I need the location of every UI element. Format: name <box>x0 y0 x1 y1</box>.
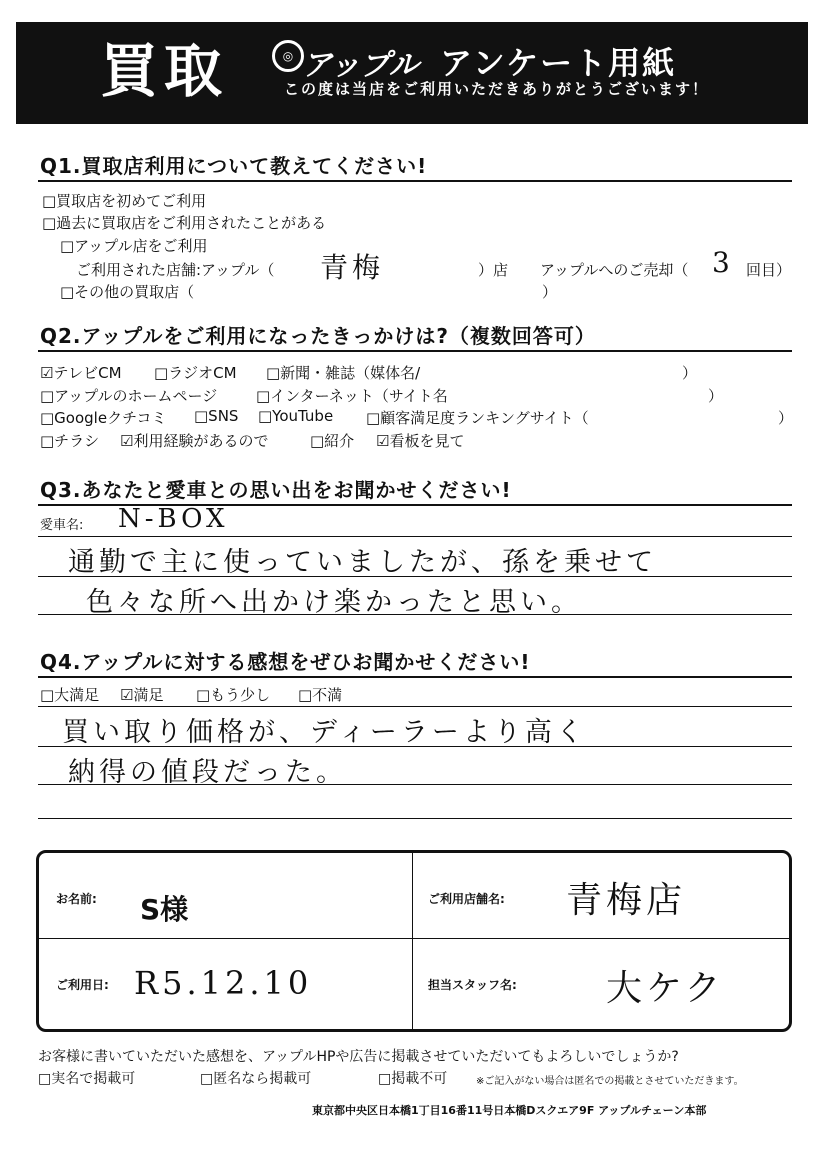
q2-option-tvcm[interactable] <box>40 362 122 383</box>
info-box-divider-horizontal <box>39 938 789 939</box>
checked-box-icon: ☑ <box>40 364 54 382</box>
q2-option-intro[interactable]: □紹介 <box>310 432 355 450</box>
publish-consent-question: お客様に書いていただいた感想を、アップルHPや広告に掲載させていただいてもよろしいでしょうか? <box>38 1049 679 1065</box>
q1-title: Q1.買取店利用について教えてください! <box>40 154 428 178</box>
info-staff-label: 担当スタッフ名: <box>428 978 517 992</box>
q2-option-homepage[interactable]: □アップルのホームページ <box>40 387 218 405</box>
q3-car-label: 愛車名: <box>40 518 84 533</box>
checked-box-icon: ☑ <box>120 686 134 704</box>
q2-experience-label: 利用経験があるので <box>133 432 269 450</box>
info-name-value: S様 <box>140 893 189 926</box>
q4-option-dissatisfied[interactable]: □不満 <box>298 686 343 704</box>
q1-rule <box>38 180 792 182</box>
q1-store-suffix: ）店 <box>478 261 509 279</box>
info-store-label: ご利用店舗名: <box>428 892 505 906</box>
header-survey-title: アンケート用紙 <box>440 44 677 82</box>
q2-title: Q2.アップルをご利用になったきっかけは?（複数回答可） <box>40 324 596 348</box>
q2-option-sns[interactable]: □SNS <box>194 407 239 425</box>
hq-address: 東京都中央区日本橋1丁目16番11号日本橋Dスクエア9F アップルチェーン本部 <box>312 1104 707 1117</box>
q4-satisfied-label: 満足 <box>133 686 164 704</box>
q4-line-4 <box>38 818 792 819</box>
q3-line-2 <box>38 576 792 577</box>
q2-option-flyer[interactable]: □チラシ <box>40 432 100 450</box>
q3-line-3 <box>38 614 792 615</box>
apple-logo-icon: ◎ <box>272 40 304 72</box>
q3-memory-line2: 色々な所へ出かけ楽かったと思い。 <box>86 587 582 618</box>
header-subtitle: この度は当店をご利用いただきありがとうございます！ <box>284 80 710 98</box>
q3-car-value: N-BOX <box>118 504 229 534</box>
q2-newspaper-close: ） <box>682 364 698 382</box>
q3-title: Q3.あなたと愛車との思い出をお聞かせください! <box>40 478 512 502</box>
q2-option-internet[interactable]: □インターネット（サイト名 <box>256 387 448 405</box>
q4-option-satisfied[interactable] <box>120 684 163 705</box>
checked-box-icon: ☑ <box>376 432 390 450</box>
info-box-divider-vertical <box>412 853 413 1029</box>
q2-tvcm-label: テレビCM <box>53 364 122 382</box>
q1-sale-label: アップルへのご売却（ <box>540 261 689 279</box>
info-date-value: R5.12.10 <box>134 964 313 1002</box>
q3-memory-line1: 通勤で主に使っていましたが、孫を乗せて <box>68 547 657 578</box>
q3-line-1 <box>38 536 792 537</box>
q1-store-label: ご利用された店舗:アップル（ <box>76 261 275 279</box>
q1-sale-suffix: 回目） <box>746 261 792 279</box>
q4-option-very-satisfied[interactable]: □大満足 <box>40 686 100 704</box>
q4-line-1 <box>38 706 792 707</box>
q2-option-signboard[interactable] <box>376 430 464 451</box>
info-staff-value: 大ケク <box>606 968 725 1009</box>
q2-option-google[interactable]: □Googleクチコミ <box>40 409 167 427</box>
checked-box-icon: ☑ <box>120 432 134 450</box>
publish-note: ※ご記入がない場合は匿名での掲載とさせていただきます。 <box>476 1076 744 1087</box>
q2-option-radio[interactable]: □ラジオCM <box>154 364 237 382</box>
publish-option-anonymous[interactable]: □匿名なら掲載可 <box>200 1071 312 1087</box>
q4-rule <box>38 676 792 678</box>
q1-option-other[interactable]: □その他の買取店（ <box>60 283 195 301</box>
q4-line-2 <box>38 746 792 747</box>
q2-option-newspaper[interactable]: □新聞・雑誌（媒体名/ <box>266 364 421 382</box>
q1-sale-value: 3 <box>712 246 734 279</box>
info-date-label: ご利用日: <box>56 978 109 992</box>
q1-store-value: 青梅 <box>320 251 385 284</box>
q4-line-3 <box>38 784 792 785</box>
q2-ranking-close: ） <box>778 409 794 427</box>
q4-impression-line2: 納得の値段だった。 <box>68 757 347 788</box>
q4-title: Q4.アップルに対する感想をぜひお聞かせください! <box>40 650 531 674</box>
publish-option-no[interactable]: □掲載不可 <box>378 1071 448 1087</box>
q2-rule <box>38 350 792 352</box>
q2-option-youtube[interactable]: □YouTube <box>258 407 334 425</box>
publish-option-real-name[interactable]: □実名で掲載可 <box>38 1071 136 1087</box>
info-store-value: 青梅店 <box>566 880 687 921</box>
q1-option-past[interactable]: □過去に買取店をご利用されたことがある <box>42 214 327 232</box>
header-logo-text: アップル <box>302 48 419 83</box>
q2-internet-close: ） <box>708 387 724 405</box>
q2-signboard-label: 看板を見て <box>389 432 465 450</box>
q2-option-experience[interactable] <box>120 430 268 451</box>
q1-option-apple[interactable]: □アップル店をご利用 <box>60 237 208 255</box>
q1-option-other-close: ） <box>542 283 558 301</box>
header-main-title: 買取 <box>100 37 229 105</box>
q4-option-a-little[interactable]: □もう少し <box>196 686 271 704</box>
q2-option-ranking[interactable]: □顧客満足度ランキングサイト（ <box>366 409 589 427</box>
q4-impression-line1: 買い取り価格が、ディーラーより高く <box>62 717 587 748</box>
q1-option-first[interactable]: □買取店を初めてご利用 <box>42 192 207 210</box>
info-name-label: お名前: <box>56 892 97 906</box>
